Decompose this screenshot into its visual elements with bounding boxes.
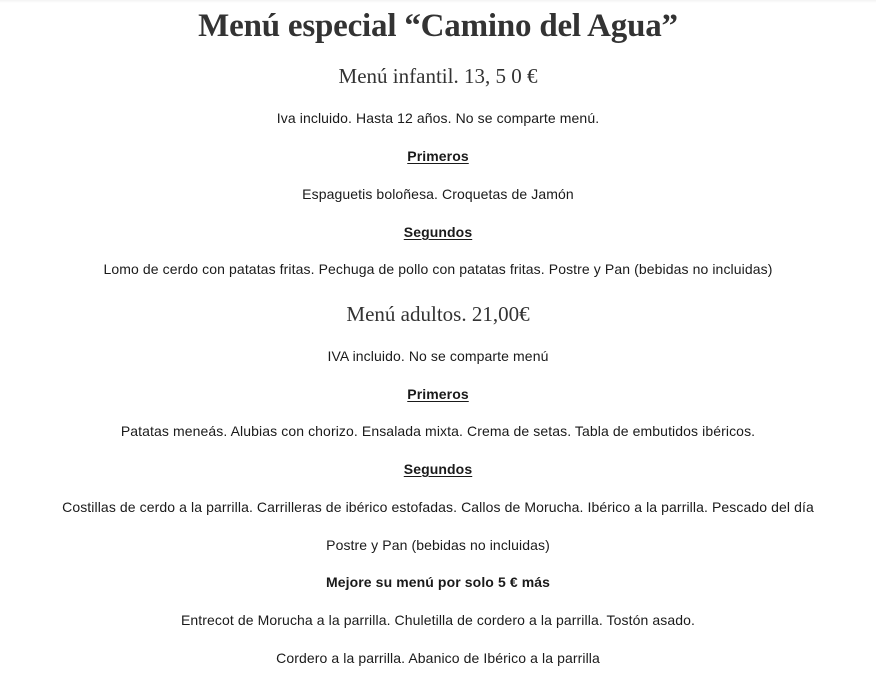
adult-menu-title: Menú adultos. 21,00€ <box>346 302 530 326</box>
top-edge-shadow <box>0 0 876 3</box>
adult-first-courses-items: Patatas meneás. Alubias con chorizo. Ensalada mixta. Crema de setas. Tabla de embutidos ibéricos. <box>120 423 756 439</box>
upgrade-heading: Mejore su menú por solo 5 € más <box>325 574 551 590</box>
kids-second-courses-heading: Segundos <box>403 224 473 240</box>
kids-menu-note: Iva incluido. Hasta 12 años. No se comparte menú. <box>276 110 600 126</box>
adult-dessert-line: Postre y Pan (bebidas no incluidas) <box>326 537 550 553</box>
adult-second-courses-items: Costillas de cerdo a la parrilla. Carrilleras de ibérico estofadas. Callos de Morucha. Ibérico a la parrilla. Pescado del día <box>62 499 814 515</box>
adult-second-courses-heading: Segundos <box>403 461 473 477</box>
kids-first-courses-heading: Primeros <box>407 148 469 164</box>
upgrade-items-line-1: Entrecot de Morucha a la parrilla. Chuletilla de cordero a la parrilla. Tostón asado. <box>180 612 696 628</box>
adult-menu-note: IVA incluido. No se comparte menú <box>327 348 549 364</box>
upgrade-items-line-2: Cordero a la parrilla. Abanico de Ibérico a la parrilla <box>276 650 600 666</box>
adult-first-courses-heading: Primeros <box>407 386 469 402</box>
page-title: Menú especial “Camino del Agua” <box>198 8 678 44</box>
kids-first-courses-items: Espaguetis boloñesa. Croquetas de Jamón <box>302 186 574 202</box>
kids-menu-title: Menú infantil. 13, 5 0 € <box>338 64 538 88</box>
kids-second-courses-items: Lomo de cerdo con patatas fritas. Pechuga de pollo con patatas fritas. Postre y Pan (bebidas no incluidas) <box>103 261 773 277</box>
